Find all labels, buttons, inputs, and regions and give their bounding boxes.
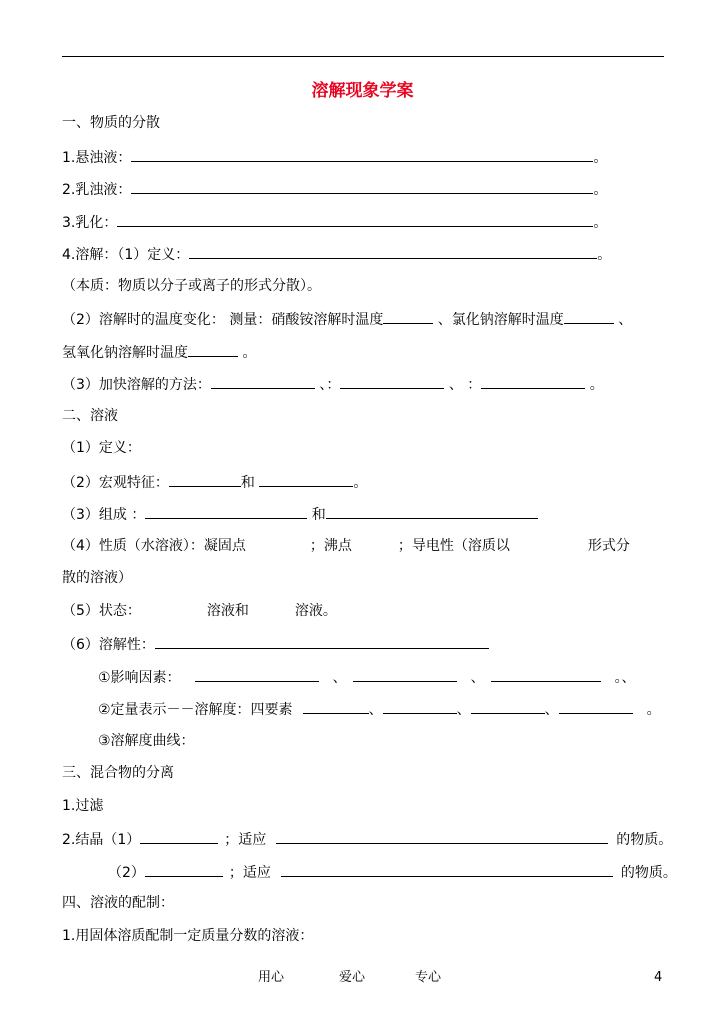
blank-component-1[interactable] — [145, 503, 307, 519]
line-composition: （3）组成 ： 和 — [62, 503, 538, 523]
blank-feature-1[interactable] — [169, 471, 241, 487]
blank-element-1[interactable] — [303, 698, 369, 714]
section-3-heading: 三、混合物的分离 — [62, 765, 174, 781]
blank-emulsify[interactable] — [117, 211, 593, 227]
line-solubility: （6）溶解性： — [62, 633, 489, 653]
section-4-heading: 四、溶液的配制： — [62, 895, 174, 911]
blank-method-2[interactable] — [340, 373, 444, 389]
line-crystal-1: 2.结晶（1） ；适应 的物质。 — [62, 828, 672, 848]
line-curve: ③溶解度曲线： — [98, 733, 195, 749]
blank-factor-1[interactable] — [195, 666, 319, 682]
line-quant: ②定量表示－－溶解度：四要素 、 、 、 。 — [98, 698, 661, 718]
page-title: 溶解现象学案 — [311, 81, 414, 101]
line-state: （5）状态： 溶液和 溶液。 — [62, 603, 337, 619]
line-properties-cont: 散的溶液） — [62, 570, 132, 586]
section-2-heading: 二、溶液 — [62, 408, 118, 424]
footer-word-3: 专心 — [415, 970, 442, 985]
blank-dissolve-def[interactable] — [189, 243, 597, 259]
line-speed-up: （3）加快溶解的方法： 、： 、 ： 。 — [62, 373, 604, 393]
line-crystal-2: （2） ；适应 的物质。 — [108, 861, 677, 881]
blank-solubility[interactable] — [155, 633, 489, 649]
line-factors: ①影响因素： 、 、 。、 — [98, 666, 636, 686]
blank-method-3[interactable] — [481, 373, 585, 389]
blank-crystal-method-1[interactable] — [140, 828, 218, 844]
blank-crystal-suit-2[interactable] — [281, 861, 613, 877]
blank-nh4no3-temp[interactable] — [383, 308, 433, 324]
blank-crystal-method-2[interactable] — [145, 861, 223, 877]
line-suspension: 1.悬浊液： 。 — [62, 146, 607, 166]
blank-element-2[interactable] — [383, 698, 457, 714]
header-rule — [62, 56, 664, 57]
line-temp-change: （2）溶解时的温度变化： 测量：硝酸铵溶解时温度 、氯化钠溶解时温度 、 — [62, 308, 632, 328]
blank-method-1[interactable] — [211, 373, 315, 389]
line-solution-def: （1）定义： — [62, 440, 141, 456]
line-essence-note: （本质：物质以分子或离子的形式分散）。 — [62, 278, 321, 294]
line-emulsion: 2.乳浊液： 。 — [62, 178, 607, 198]
footer-word-2: 爱心 — [339, 970, 366, 985]
blank-feature-2[interactable] — [259, 471, 353, 487]
blank-element-3[interactable] — [471, 698, 545, 714]
line-filter: 1.过滤 — [62, 798, 104, 814]
line-prepare-solid: 1.用固体溶质配制一定质量分数的溶液： — [62, 928, 314, 944]
line-naoh-temp: 氢氧化钠溶解时温度 。 — [62, 341, 256, 361]
blank-nacl-temp[interactable] — [564, 308, 614, 324]
page-number: 4 — [654, 970, 663, 985]
footer-word-1: 用心 — [258, 970, 285, 985]
blank-factor-3[interactable] — [491, 666, 601, 682]
line-macro-features: （2）宏观特征： 和 。 — [62, 471, 367, 491]
blank-crystal-suit-1[interactable] — [276, 828, 608, 844]
blank-factor-2[interactable] — [353, 666, 457, 682]
line-dissolve-def: 4.溶解：（1）定义： 。 — [62, 243, 611, 263]
section-1-heading: 一、物质的分散 — [62, 115, 160, 131]
blank-element-4[interactable] — [559, 698, 633, 714]
line-properties: （4）性质（水溶液）：凝固点 ；沸点 ；导电性（溶质以 形式分 — [62, 538, 630, 554]
blank-naoh-temp[interactable] — [188, 341, 238, 357]
blank-component-2[interactable] — [326, 503, 538, 519]
blank-suspension[interactable] — [131, 146, 593, 162]
line-emulsify: 3.乳化： 。 — [62, 211, 607, 231]
blank-emulsion[interactable] — [131, 178, 593, 194]
